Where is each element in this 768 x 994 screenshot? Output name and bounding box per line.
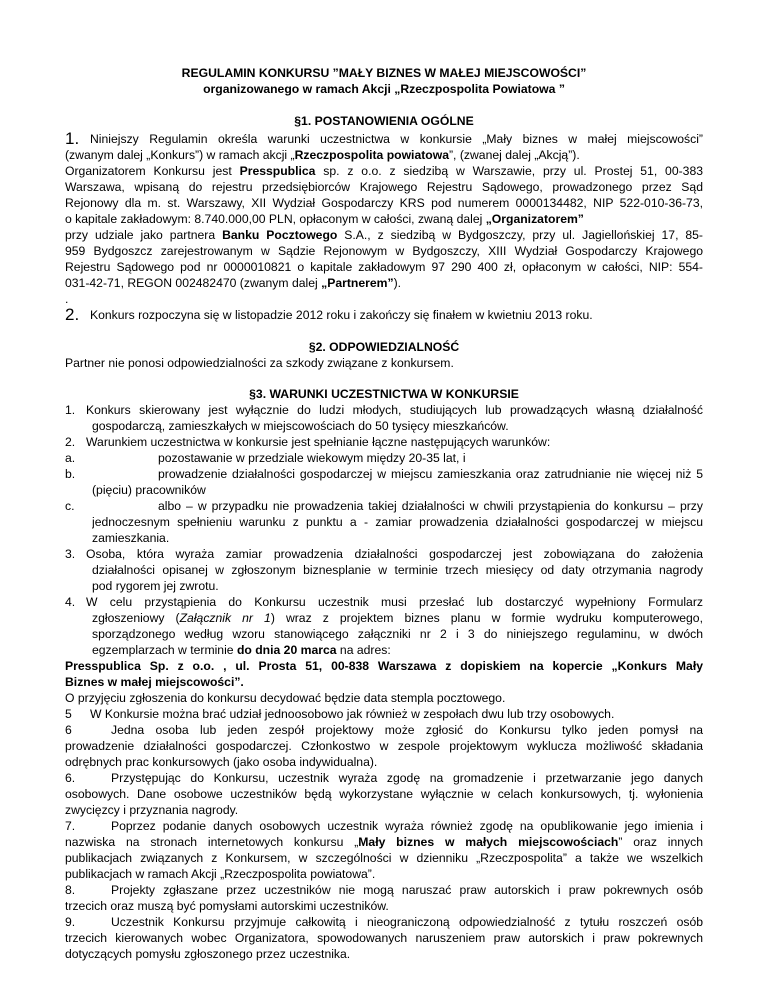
s3-item-4-line3: sporządzonego według wzoru stanowiącego załączniki nr 2 i 3 do niniejszego regulaminu, w dwóch	[92, 627, 703, 641]
s3-item-3-number: 3.	[65, 547, 76, 561]
s3-item-4-number: 4.	[65, 595, 76, 609]
s3-item-6a-number: 6	[65, 723, 72, 737]
section-3-heading: §3. WARUNKI UCZESTNICTWA W KONKURSIE	[249, 387, 519, 401]
s3-item-7-number: 7.	[65, 819, 76, 833]
s1-p1-line4: Warszawa, wpisaną do rejestru przedsiębiorców Krajowego Rejestru Sądowego, prowadzonego przez Sąd	[65, 180, 703, 194]
s3-sub-a: pozostawanie w przedziale wiekowym między 20-35 lat, i	[158, 451, 466, 465]
s1-p1-line9: Rejestru Sądowego pod nr 0000010821 o kapitale zakładowym 97 290 400 zł, opłaconym w całości, NIP: 554-	[65, 260, 703, 274]
s3-item-9-number: 9.	[65, 915, 76, 929]
s3-item-7-line1: Poprzez podanie danych osobowych uczestnik wyraża również zgodę na opublikowanie jego imienia i	[111, 819, 703, 833]
document-subtitle: organizowanego w ramach Akcji „Rzeczpospolita Powiatowa ”	[203, 82, 565, 96]
s1-separator-dot: .	[65, 292, 69, 306]
s3-item-6b-line3: zwycięzcy i przyznania nagrody.	[65, 803, 239, 817]
s3-item-2-number: 2.	[65, 435, 76, 449]
s3-item-5-number: 5	[65, 707, 72, 721]
s3-item-3-line3: pod rygorem jej zwrotu.	[92, 579, 219, 593]
s3-item-1-line1: Konkurs skierowany jest wyłącznie do ludzi młodych, studiujących lub prowadzących własną działalność	[86, 403, 703, 417]
s3-item-4-line1: W celu przystąpienia do Konkursu uczestnik musi przesłać lub dostarczyć wypełniony Formularz	[86, 595, 703, 609]
s3-sub-b-line2: (pięciu) pracowników	[92, 483, 206, 497]
document-title: REGULAMIN KONKURSU ”MAŁY BIZNES W MAŁEJ MIEJSCOWOŚCI”	[181, 66, 587, 80]
s3-sub-c-line2: jednoczesnym spełnieniu warunku z punktu a - zamiar prowadzenia działalności gospodarczej w miejscu	[92, 515, 703, 529]
s1-p1-line6: o kapitale zakładowym: 8.740.000,00 PLN, opłaconym w całości, zwaną dalej „Organizatorem”	[65, 212, 584, 226]
s3-item-4-line4: egzemplarzach w terminie do dnia 20 marca na adres:	[92, 643, 391, 657]
s1-p1-line10: 031-42-71, REGON 002482470 (zwanym dalej „Partnerem”).	[65, 276, 402, 290]
s3-item-7-line3: publikacjach związanych z Konkursem, w szczególności w dzienniku „Rzeczpospolita” a także we wszelkich	[65, 851, 703, 865]
s1-item-2-number: 2.	[65, 305, 80, 324]
s3-item-3-line1: Osoba, która wyraża zamiar prowadzenia działalności gospodarczej jest zobowiązana do założenia	[86, 547, 703, 561]
section-1-heading: §1. POSTANOWIENIA OGÓLNE	[294, 114, 474, 128]
s1-p1-line8: 959 Bydgoszcz zarejestrowanym w Sądzie Rejonowym w Bydgoszczy, XIII Wydział Gospodarczy Krajowego	[65, 244, 703, 258]
address-line1: Presspublica Sp. z o.o. , ul. Prosta 51, 00-838 Warszawa z dopiskiem na kopercie „Konkurs Mały	[65, 659, 703, 673]
s3-item-7-line4: publikacjach w ramach Akcji „Rzeczpospolita powiatowa”.	[65, 867, 376, 881]
s3-sub-c-line1: albo – w przypadku nie prowadzenia takiej działalności w chwili przystąpienia do konkursu – przy	[158, 499, 703, 513]
s1-p1-line1: Niniejszy Regulamin określa warunki uczestnictwa w konkursie „Mały biznes w małej miejscowości”	[90, 132, 703, 146]
s3-item-9-line1: Uczestnik Konkursu przyjmuje całkowitą i nieograniczoną odpowiedzialność z tytułu roszczeń osób	[111, 915, 703, 929]
s3-item-6a-line3: odrębnych prac konkursowych (jako osoba indywidualna).	[65, 755, 378, 769]
s3-sub-c-line3: zamieszkania.	[92, 531, 170, 545]
s3-item-8-number: 8.	[65, 883, 76, 897]
s3-item-6a-line2: prowadzenie działalności gospodarczej. Członkostwo w zespole projektowym wyklucza możliwość składania	[65, 739, 703, 753]
s1-p1-line3: Organizatorem Konkursu jest Presspublica sp. z o.o. z siedzibą w Warszawie, przy ul. Prostej 51, 00-383	[65, 164, 703, 178]
address-line2: Biznes w małej miejscowości”.	[65, 675, 244, 689]
s1-p1-line7: przy udziale jako partnera Banku Pocztowego S.A., z siedzibą w Bydgoszczy, przy ul. Jagiellońskiej 17, 85-	[65, 228, 703, 242]
s3-item-6b-number: 6.	[65, 771, 76, 785]
s3-item-1-line2: gospodarczą, zamieszkałych w miejscowościach do 50 tysięcy mieszkańców.	[92, 419, 509, 433]
s3-item-3-line2: działalności opisanej w zgłoszonym biznesplanie w terminie trzech miesięcy od daty otrzymania nagrody	[92, 563, 703, 577]
s2-text: Partner nie ponosi odpowiedzialności za szkody związane z konkursem.	[65, 356, 454, 370]
postmark-note: O przyjęciu zgłoszenia do konkursu decydować będzie data stempla pocztowego.	[65, 691, 506, 705]
s3-sub-a-letter: a.	[65, 451, 76, 465]
s1-p1-line2: (zwanym dalej „Konkurs”) w ramach akcji „Rzeczpospolita powiatowa”, (zwanej dalej „Akcją”).	[65, 148, 580, 162]
s3-item-5: W Konkursie można brać udział jednoosobowo jak również w zespołach dwu lub trzy osobowych.	[90, 707, 615, 721]
s3-item-6a-line1: Jedna osoba lub jeden zespół projektowy może zgłosić do Konkursu tylko jeden pomysł na	[111, 723, 703, 737]
s3-item-6b-line1: Przystępując do Konkursu, uczestnik wyraża zgodę na gromadzenie i przetwarzanie jego danych	[111, 771, 703, 785]
s3-sub-b-line1: prowadzenie działalności gospodarczej w miejscu zamieszkania oraz zatrudnianie nie więcej niż 5	[158, 467, 703, 481]
section-2-heading: §2. ODPOWIEDZIALNOŚĆ	[308, 340, 460, 354]
s3-item-7-line2: nazwiska na stronach internetowych konkursu „Mały biznes w małych miejscowościach” oraz innych	[65, 835, 703, 849]
s3-item-9-line3: dotyczących pomysłu zgłoszonego przez uczestnika.	[65, 947, 351, 961]
s3-item-8-line1: Projekty zgłaszane przez uczestników nie mogą naruszać praw autorskich i praw pokrewnych osób	[111, 883, 703, 897]
s3-item-6b-line2: osobowych. Dane osobowe uczestników będą wykorzystane wyłącznie w celach konkursowych, tj. wyłonienia	[65, 787, 703, 801]
s3-item-1-number: 1.	[65, 403, 76, 417]
s1-item-1-number: 1.	[65, 129, 80, 148]
s1-p1-line5: Rejonowy dla m. st. Warszawy, XII Wydział Gospodarczy KRS pod numerem 0000134482, NIP 522-010-36-73,	[65, 196, 703, 210]
s3-item-8-line2: trzecich oraz muszą być pomysłami autorskimi uczestników.	[65, 899, 389, 913]
s3-item-4-line2: zgłoszeniowy (Załącznik nr 1) wraz z projektem biznes planu w formie wydruku komputerowego,	[92, 611, 703, 625]
s3-sub-c-letter: c.	[65, 499, 75, 513]
s3-item-9-line2: trzecich kierowanych wobec Organizatora, spowodowanych naruszeniem praw autorskich i praw pokrewnych	[65, 931, 703, 945]
s1-p2: Konkurs rozpoczyna się w listopadzie 2012 roku i zakończy się finałem w kwietniu 2013 roku.	[90, 308, 593, 322]
s3-item-2: Warunkiem uczestnictwa w konkursie jest spełnianie łączne następujących warunków:	[86, 435, 551, 449]
s3-sub-b-letter: b.	[65, 467, 76, 481]
